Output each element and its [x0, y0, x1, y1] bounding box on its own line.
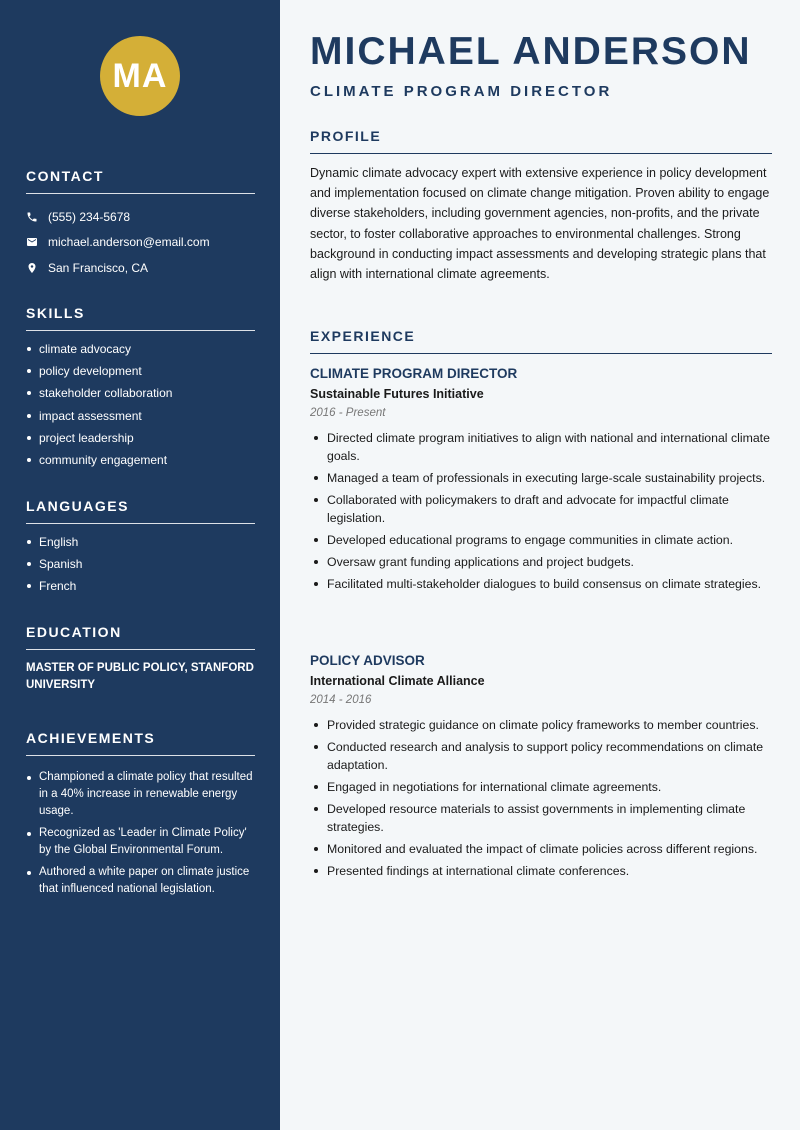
- languages-heading: LANGUAGES: [26, 498, 255, 524]
- job-bullets: [310, 429, 772, 593]
- education-section: [26, 624, 255, 694]
- job-bullet: Provided strategic guidance on climate policy frameworks to member countries.: [310, 716, 772, 734]
- job-bullets: [310, 716, 772, 880]
- languages-list: [26, 533, 255, 600]
- location-pin-icon: [26, 262, 48, 274]
- candidate-title: CLIMATE PROGRAM DIRECTOR: [310, 83, 613, 100]
- skills-list: [26, 340, 255, 473]
- achievements-section: [26, 730, 255, 903]
- achievement-item: Authored a white paper on climate justice that influenced national legislation.: [26, 864, 255, 898]
- job-bullet: Monitored and evaluated the impact of climate policies across different regions.: [310, 840, 772, 858]
- education-degree: MASTER OF PUBLIC POLICY, STANFORD UNIVERSITY: [26, 662, 254, 691]
- achievements-heading: ACHIEVEMENTS: [26, 730, 255, 756]
- achievement-item: Recognized as 'Leader in Climate Policy' by the Global Environmental Forum.: [26, 825, 255, 859]
- location-text: San Francisco, CA: [48, 260, 149, 275]
- contact-heading: CONTACT: [26, 168, 255, 194]
- language-item: Spanish: [26, 555, 255, 577]
- job-bullet: Managed a team of professionals in executing large-scale sustainability projects.: [310, 469, 772, 487]
- achievement-item: Championed a climate policy that resulted in a 40% increase in renewable energy usage.: [26, 769, 255, 820]
- skill-item: project leadership: [26, 429, 255, 451]
- job-dates: 2016 - Present: [310, 407, 386, 419]
- experience-heading: EXPERIENCE: [310, 328, 772, 354]
- avatar: MA: [100, 36, 180, 116]
- job-bullet: Developed educational programs to engage communities in climate action.: [310, 531, 772, 549]
- skill-item: policy development: [26, 362, 255, 384]
- phone-icon: [26, 211, 48, 223]
- skill-item: impact assessment: [26, 407, 255, 429]
- languages-section: [26, 498, 255, 600]
- contact-list: [26, 204, 255, 281]
- skill-item: stakeholder collaboration: [26, 384, 255, 406]
- education-heading: EDUCATION: [26, 624, 255, 650]
- job-entry: [310, 653, 772, 884]
- job-entry: [310, 366, 772, 597]
- job-company: Sustainable Futures Initiative: [310, 387, 484, 401]
- profile-section: [310, 128, 772, 284]
- contact-location: [26, 255, 255, 281]
- profile-heading: PROFILE: [310, 128, 772, 154]
- language-item: French: [26, 577, 255, 599]
- job-bullet: Engaged in negotiations for international climate agreements.: [310, 778, 772, 796]
- job-title: POLICY ADVISOR: [310, 653, 425, 668]
- candidate-name: MICHAEL ANDERSON: [310, 30, 752, 73]
- email-text: michael.anderson@email.com: [48, 235, 210, 250]
- contact-section: [26, 168, 255, 281]
- skill-item: community engagement: [26, 451, 255, 473]
- job-bullet: Conducted research and analysis to support policy recommendations on climate adaptation.: [310, 738, 772, 774]
- job-bullet: Directed climate program initiatives to align with national and international climate goals.: [310, 429, 772, 465]
- skill-item: climate advocacy: [26, 340, 255, 362]
- skills-section: [26, 305, 255, 473]
- contact-phone: [26, 204, 255, 230]
- job-dates: 2014 - 2016: [310, 694, 372, 706]
- skills-heading: SKILLS: [26, 305, 255, 331]
- job-bullet: Developed resource materials to assist governments in implementing climate strategies.: [310, 800, 772, 836]
- job-title: CLIMATE PROGRAM DIRECTOR: [310, 366, 518, 381]
- profile-text: Dynamic climate advocacy expert with extensive experience in policy development and implementation focused on climate change mitigation. Proven ability to engage diverse stakeholders, including government agencies, non-profits, and the private sector, to foster collaborative approaches to environmental challenges. Strong background in conducting impact assessments and developing strategic plans that align with international climate agreements.: [310, 166, 770, 282]
- job-bullet: Oversaw grant funding applications and project budgets.: [310, 553, 772, 571]
- job-bullet: Facilitated multi-stakeholder dialogues to build consensus on climate strategies.: [310, 575, 772, 593]
- job-bullet: Collaborated with policymakers to draft and advocate for impactful climate legislation.: [310, 491, 772, 527]
- contact-email: [26, 230, 255, 256]
- language-item: English: [26, 533, 255, 555]
- sidebar: [0, 0, 280, 1130]
- job-company: International Climate Alliance: [310, 674, 485, 688]
- mail-icon: [26, 236, 48, 248]
- achievements-list: [26, 769, 255, 898]
- job-bullet: Presented findings at international climate conferences.: [310, 862, 772, 880]
- phone-text: (555) 234-5678: [48, 209, 131, 224]
- experience-section: [310, 328, 772, 354]
